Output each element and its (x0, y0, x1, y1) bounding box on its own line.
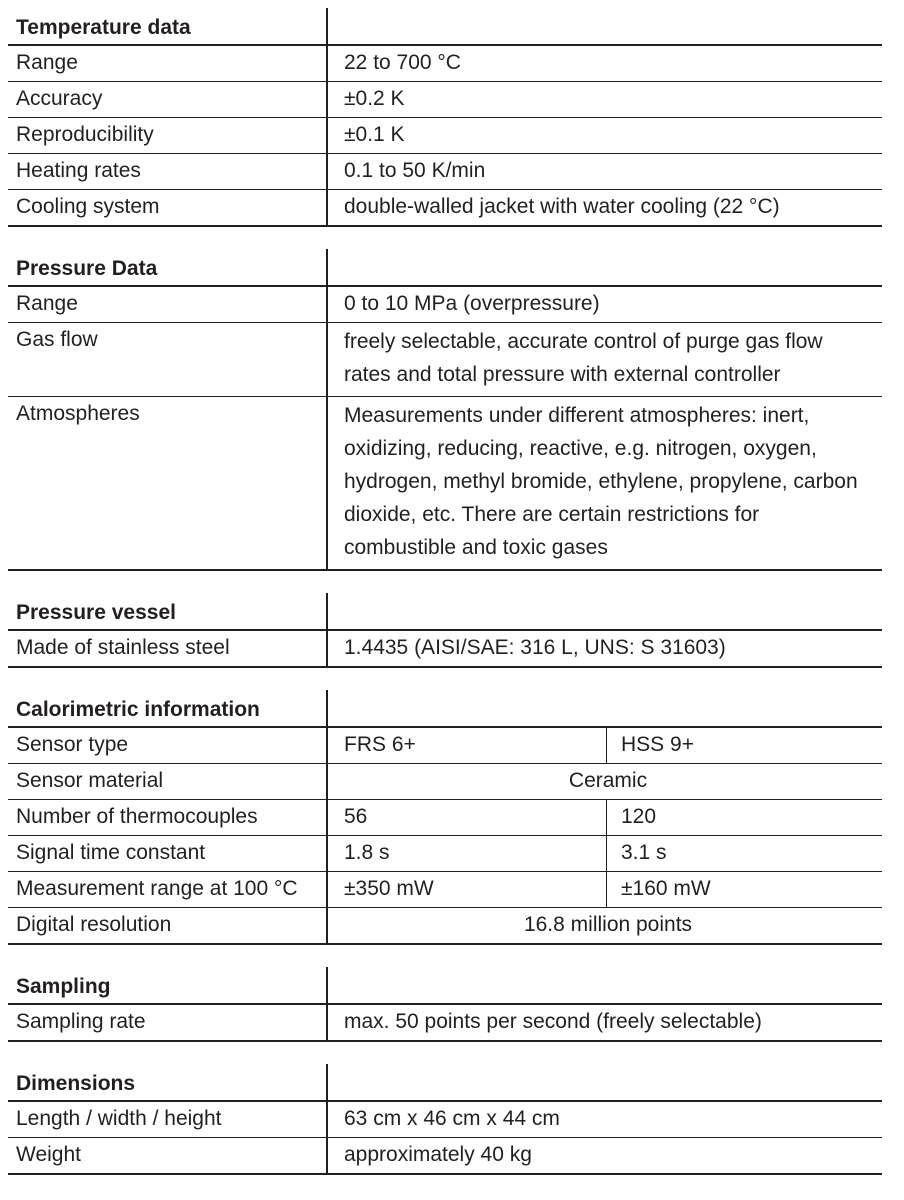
column-divider (326, 967, 328, 1003)
table-row (8, 44, 882, 81)
section-title: Sampling (16, 975, 111, 998)
pressure-section (8, 249, 882, 571)
section-title: Temperature data (16, 16, 191, 39)
row-value: Measurements under different atmospheres: inert, oxidizing, reducing, reactive, e.g. nitrogen, oxygen, hydrogen, methyl bromide, ethylene, propylene, carbon dioxide, etc. There are certain restrictions for combustible and toxic gases (326, 397, 882, 569)
row-label: Range (16, 292, 78, 315)
sampling-section (8, 967, 882, 1042)
row-value: approximately 40 kg (326, 1138, 882, 1173)
table-row (8, 629, 882, 668)
row-value-hss: ±160 mW (606, 872, 882, 907)
row-label: Cooling system (16, 195, 160, 218)
section-header (8, 1064, 882, 1100)
calorimetric-section (8, 690, 882, 945)
row-label: Range (16, 51, 78, 74)
table-row (8, 763, 882, 799)
column-divider (326, 8, 328, 44)
row-label: Digital resolution (16, 913, 172, 936)
row-label: Atmospheres (16, 402, 140, 425)
table-row (8, 1100, 882, 1137)
row-label: Weight (16, 1143, 81, 1166)
section-header (8, 249, 882, 285)
row-value: Ceramic (326, 764, 882, 799)
vessel-section (8, 593, 882, 668)
section-header (8, 593, 882, 629)
row-label: Gas flow (16, 328, 98, 351)
row-value: 22 to 700 °C (326, 46, 882, 81)
section-title: Pressure Data (16, 257, 158, 280)
row-label: Sensor material (16, 769, 164, 792)
specifications-table (8, 8, 882, 1175)
section-header (8, 967, 882, 1003)
table-row (8, 322, 882, 396)
table-row (8, 726, 882, 763)
table-row (8, 396, 882, 571)
row-value-frs: ±350 mW (326, 872, 606, 907)
row-value: 16.8 million points (326, 908, 882, 943)
table-row (8, 285, 882, 322)
row-label: Sampling rate (16, 1010, 146, 1033)
row-value-hss: 3.1 s (606, 836, 882, 871)
table-row (8, 799, 882, 835)
section-gap (8, 945, 882, 967)
temperature-section (8, 8, 882, 227)
row-value-frs: 56 (326, 800, 606, 835)
row-value-hss: HSS 9+ (606, 728, 882, 763)
row-value: 63 cm x 46 cm x 44 cm (326, 1102, 882, 1137)
row-value-hss: 120 (606, 800, 882, 835)
row-value: ±0.1 K (326, 118, 882, 153)
table-row (8, 81, 882, 117)
section-title: Dimensions (16, 1072, 136, 1095)
section-title: Calorimetric information (16, 698, 260, 721)
section-gap (8, 227, 882, 249)
column-divider (326, 249, 328, 285)
row-label: Length / width / height (16, 1107, 222, 1130)
section-gap (8, 668, 882, 690)
column-divider (326, 1064, 328, 1100)
table-row (8, 1003, 882, 1042)
row-label: Accuracy (16, 87, 103, 110)
section-gap (8, 1042, 882, 1064)
row-value: 0 to 10 MPa (overpressure) (326, 287, 882, 322)
table-row (8, 907, 882, 945)
row-label: Sensor type (16, 733, 129, 756)
row-label: Heating rates (16, 159, 141, 182)
section-gap (8, 571, 882, 593)
dimensions-section (8, 1064, 882, 1175)
table-row (8, 871, 882, 907)
row-value: ±0.2 K (326, 82, 882, 117)
row-value: max. 50 points per second (freely selectable) (326, 1005, 882, 1040)
row-label: Signal time constant (16, 841, 206, 864)
table-row (8, 189, 882, 227)
table-row (8, 153, 882, 189)
section-header (8, 8, 882, 44)
row-value: 1.4435 (AISI/SAE: 316 L, UNS: S 31603) (326, 631, 882, 666)
row-value: 0.1 to 50 K/min (326, 154, 882, 189)
row-label: Made of stainless steel (16, 636, 230, 659)
table-row (8, 1137, 882, 1175)
row-label: Number of thermocouples (16, 805, 258, 828)
row-label: Measurement range at 100 °C (16, 877, 298, 900)
section-header (8, 690, 882, 726)
section-title: Pressure vessel (16, 601, 176, 624)
row-value: freely selectable, accurate control of purge gas flow rates and total pressure with external controller (326, 323, 882, 396)
row-value-frs: FRS 6+ (326, 728, 606, 763)
table-row (8, 117, 882, 153)
row-label: Reproducibility (16, 123, 154, 146)
row-value-frs: 1.8 s (326, 836, 606, 871)
table-row (8, 835, 882, 871)
column-divider (326, 593, 328, 629)
column-divider (326, 690, 328, 726)
row-value: double-walled jacket with water cooling (22 °C) (326, 190, 882, 225)
